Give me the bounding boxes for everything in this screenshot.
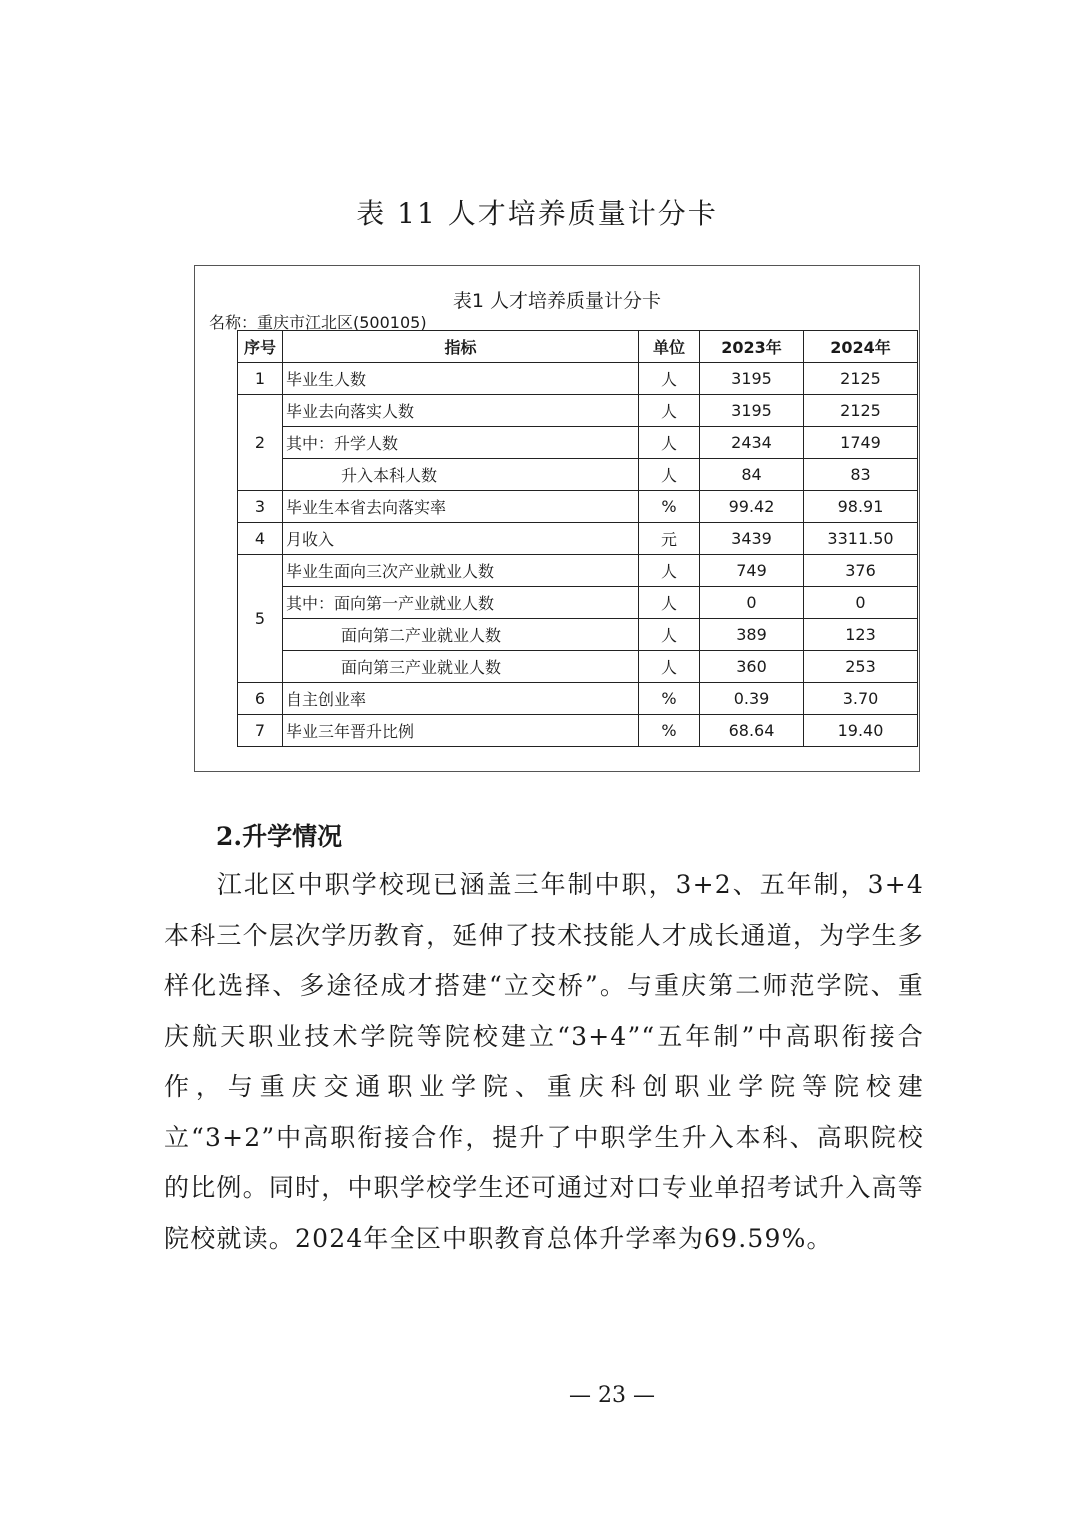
header-indicator: 指标: [283, 331, 639, 363]
table-row: [238, 395, 918, 427]
row-2024: 83: [804, 459, 918, 491]
row-no: 7: [238, 715, 283, 747]
row-2023: 68.64: [700, 715, 804, 747]
row-indicator: 自主创业率: [283, 683, 639, 715]
row-2024: 0: [804, 587, 918, 619]
header-2024: 2024年: [804, 331, 918, 363]
table-header-row: [238, 331, 918, 363]
row-2023: 389: [700, 619, 804, 651]
row-unit: %: [639, 715, 700, 747]
row-indicator: 毕业生人数: [283, 363, 639, 395]
row-indicator: 毕业去向落实人数: [283, 395, 639, 427]
table-row: [238, 619, 918, 651]
row-indicator: 其中：面向第一产业就业人数: [283, 587, 639, 619]
scorecard-image: [194, 265, 920, 772]
row-2023: 84: [700, 459, 804, 491]
scorecard-table: [237, 330, 918, 747]
row-unit: 人: [639, 459, 700, 491]
header-2023: 2023年: [700, 331, 804, 363]
row-unit: 人: [639, 587, 700, 619]
paragraph-text: 江北区中职学校现已涵盖三年制中职，3+2、五年制，3+4本科三个层次学历教育，延伸了技术技能人才成长通道，为学生多样化选择、多途径成才搭建“立交桥”。与重庆第二师范学院、重庆航天职业技术学院等院校建立“3+4”“五年制”中高职衔接合作，与重庆交通职业学院、重庆科创职业学院等院校建立“3+2”中高职衔接合作，提升了中职学生升入本科、高职院校的比例。同时，中职学校学生还可通过对口专业单招考试升入高等院校就读。2024年全区中职教育总体升学率为69.59%。: [164, 870, 924, 1253]
row-no: 1: [238, 363, 283, 395]
table-caption: 表 11 人才培养质量计分卡: [356, 197, 718, 230]
row-2024: 376: [804, 555, 918, 587]
row-2023: 0: [700, 587, 804, 619]
row-2024: 3311.50: [804, 523, 918, 555]
row-2023: 3439: [700, 523, 804, 555]
row-indicator: 升入本科人数: [283, 459, 639, 491]
header-unit: 单位: [639, 331, 700, 363]
row-2024: 1749: [804, 427, 918, 459]
row-unit: 人: [639, 427, 700, 459]
row-2024: 2125: [804, 395, 918, 427]
table-row: [238, 587, 918, 619]
body-paragraph: [164, 860, 924, 1264]
scorecard-title: 表1 人才培养质量计分卡: [452, 290, 662, 312]
row-2024: 3.70: [804, 683, 918, 715]
row-unit: %: [639, 491, 700, 523]
row-unit: 人: [639, 363, 700, 395]
row-unit: 人: [639, 395, 700, 427]
row-no: 2: [238, 395, 283, 491]
page-number: — 23 —: [569, 1383, 655, 1408]
row-2023: 749: [700, 555, 804, 587]
row-indicator: 面向第三产业就业人数: [283, 651, 639, 683]
row-indicator: 面向第二产业就业人数: [283, 619, 639, 651]
row-unit: 人: [639, 651, 700, 683]
row-indicator: 月收入: [283, 523, 639, 555]
row-2023: 2434: [700, 427, 804, 459]
table-row: [238, 427, 918, 459]
row-no: 6: [238, 683, 283, 715]
row-2023: 99.42: [700, 491, 804, 523]
row-no: 4: [238, 523, 283, 555]
row-2023: 0.39: [700, 683, 804, 715]
table-row: [238, 363, 918, 395]
row-2023: 3195: [700, 395, 804, 427]
header-no: 序号: [238, 331, 283, 363]
row-unit: 元: [639, 523, 700, 555]
row-2024: 253: [804, 651, 918, 683]
row-2024: 98.91: [804, 491, 918, 523]
row-2024: 19.40: [804, 715, 918, 747]
row-no: 3: [238, 491, 283, 523]
row-indicator: 毕业三年晋升比例: [283, 715, 639, 747]
row-2024: 123: [804, 619, 918, 651]
row-indicator: 其中：升学人数: [283, 427, 639, 459]
table-row: [238, 459, 918, 491]
row-unit: 人: [639, 619, 700, 651]
row-unit: 人: [639, 555, 700, 587]
row-unit: %: [639, 683, 700, 715]
row-no: 5: [238, 555, 283, 683]
table-row: [238, 491, 918, 523]
row-2023: 3195: [700, 363, 804, 395]
row-indicator: 毕业生本省去向落实率: [283, 491, 639, 523]
row-2023: 360: [700, 651, 804, 683]
row-2024: 2125: [804, 363, 918, 395]
row-indicator: 毕业生面向三次产业就业人数: [283, 555, 639, 587]
section-heading: 2.升学情况: [216, 822, 343, 851]
table-row: [238, 523, 918, 555]
scorecard-name: 名称：重庆市江北区(500105): [209, 313, 427, 332]
table-row: [238, 683, 918, 715]
table-row: [238, 555, 918, 587]
table-row: [238, 715, 918, 747]
table-row: [238, 651, 918, 683]
